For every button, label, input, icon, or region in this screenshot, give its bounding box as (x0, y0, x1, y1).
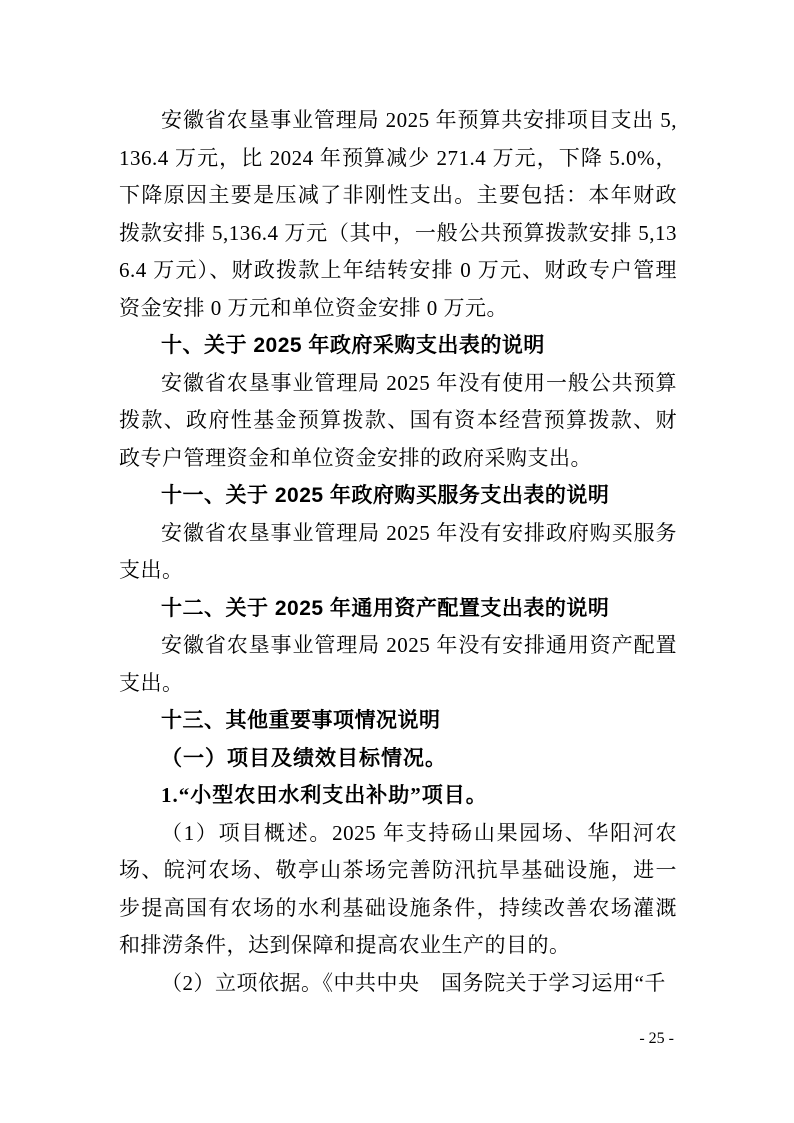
section-heading-10-government-procurement: 十、关于 2025 年政府采购支出表的说明 (161, 334, 545, 357)
paragraph-government-procurement: 安徽省农垦事业管理局 2025 年没有使用一般公共预算拨款、政府性基金预算拨款、国有资本经营预算拨款、财政专户管理资金和单位资金安排的政府采购支出。 (119, 370, 677, 470)
paragraph-project-overview: （1）项目概述。2025 年支持砀山果园场、华阳河农场、皖河农场、敬亭山茶场完善防汛抗旱基础设施，进一步提高国有农场的水利基础设施条件，持续改善农场灌溉和排涝条件，达到保障和提高农业生产的目的。 (119, 820, 677, 957)
section-heading-13-other-important-matters: 十三、其他重要事项情况说明 (161, 709, 441, 732)
paragraph-purchased-services: 安徽省农垦事业管理局 2025 年没有安排政府购买服务支出。 (119, 520, 677, 582)
sub-heading-project-performance-targets: （一）项目及绩效目标情况。 (161, 745, 447, 770)
paragraph-general-asset-allocation: 安徽省农垦事业管理局 2025 年没有安排通用资产配置支出。 (119, 633, 677, 695)
section-heading-12-general-asset-allocation: 十二、关于 2025 年通用资产配置支出表的说明 (161, 596, 610, 620)
section-heading-11-purchased-services: 十一、关于 2025 年政府购买服务支出表的说明 (161, 484, 610, 507)
sub-heading-small-farmland-water-project: 1.“小型农田水利支出补助”项目。 (161, 783, 488, 807)
page-number: - 25 - (639, 1030, 674, 1047)
document-body (119, 102, 677, 1002)
paragraph-project-basis: （2）立项依据。《中共中央 国务院关于学习运用“千 (161, 970, 666, 995)
paragraph-project-expenditure-summary: 安徽省农垦事业管理局 2025 年预算共安排项目支出 5,136.4 万元，比 2024 年预算减少 271.4 万元，下降 5.0%，下降原因主要是压减了非刚性支出。主要包括：本年财政拨款安排 5,136.4 万元（其中，一般公共预算拨款安排 5,136.4 万元）、财政拨款上年结转安排 0 万元、财政专户管理资金安排 0 万元和单位资金安排 0 万元。 (119, 108, 677, 320)
